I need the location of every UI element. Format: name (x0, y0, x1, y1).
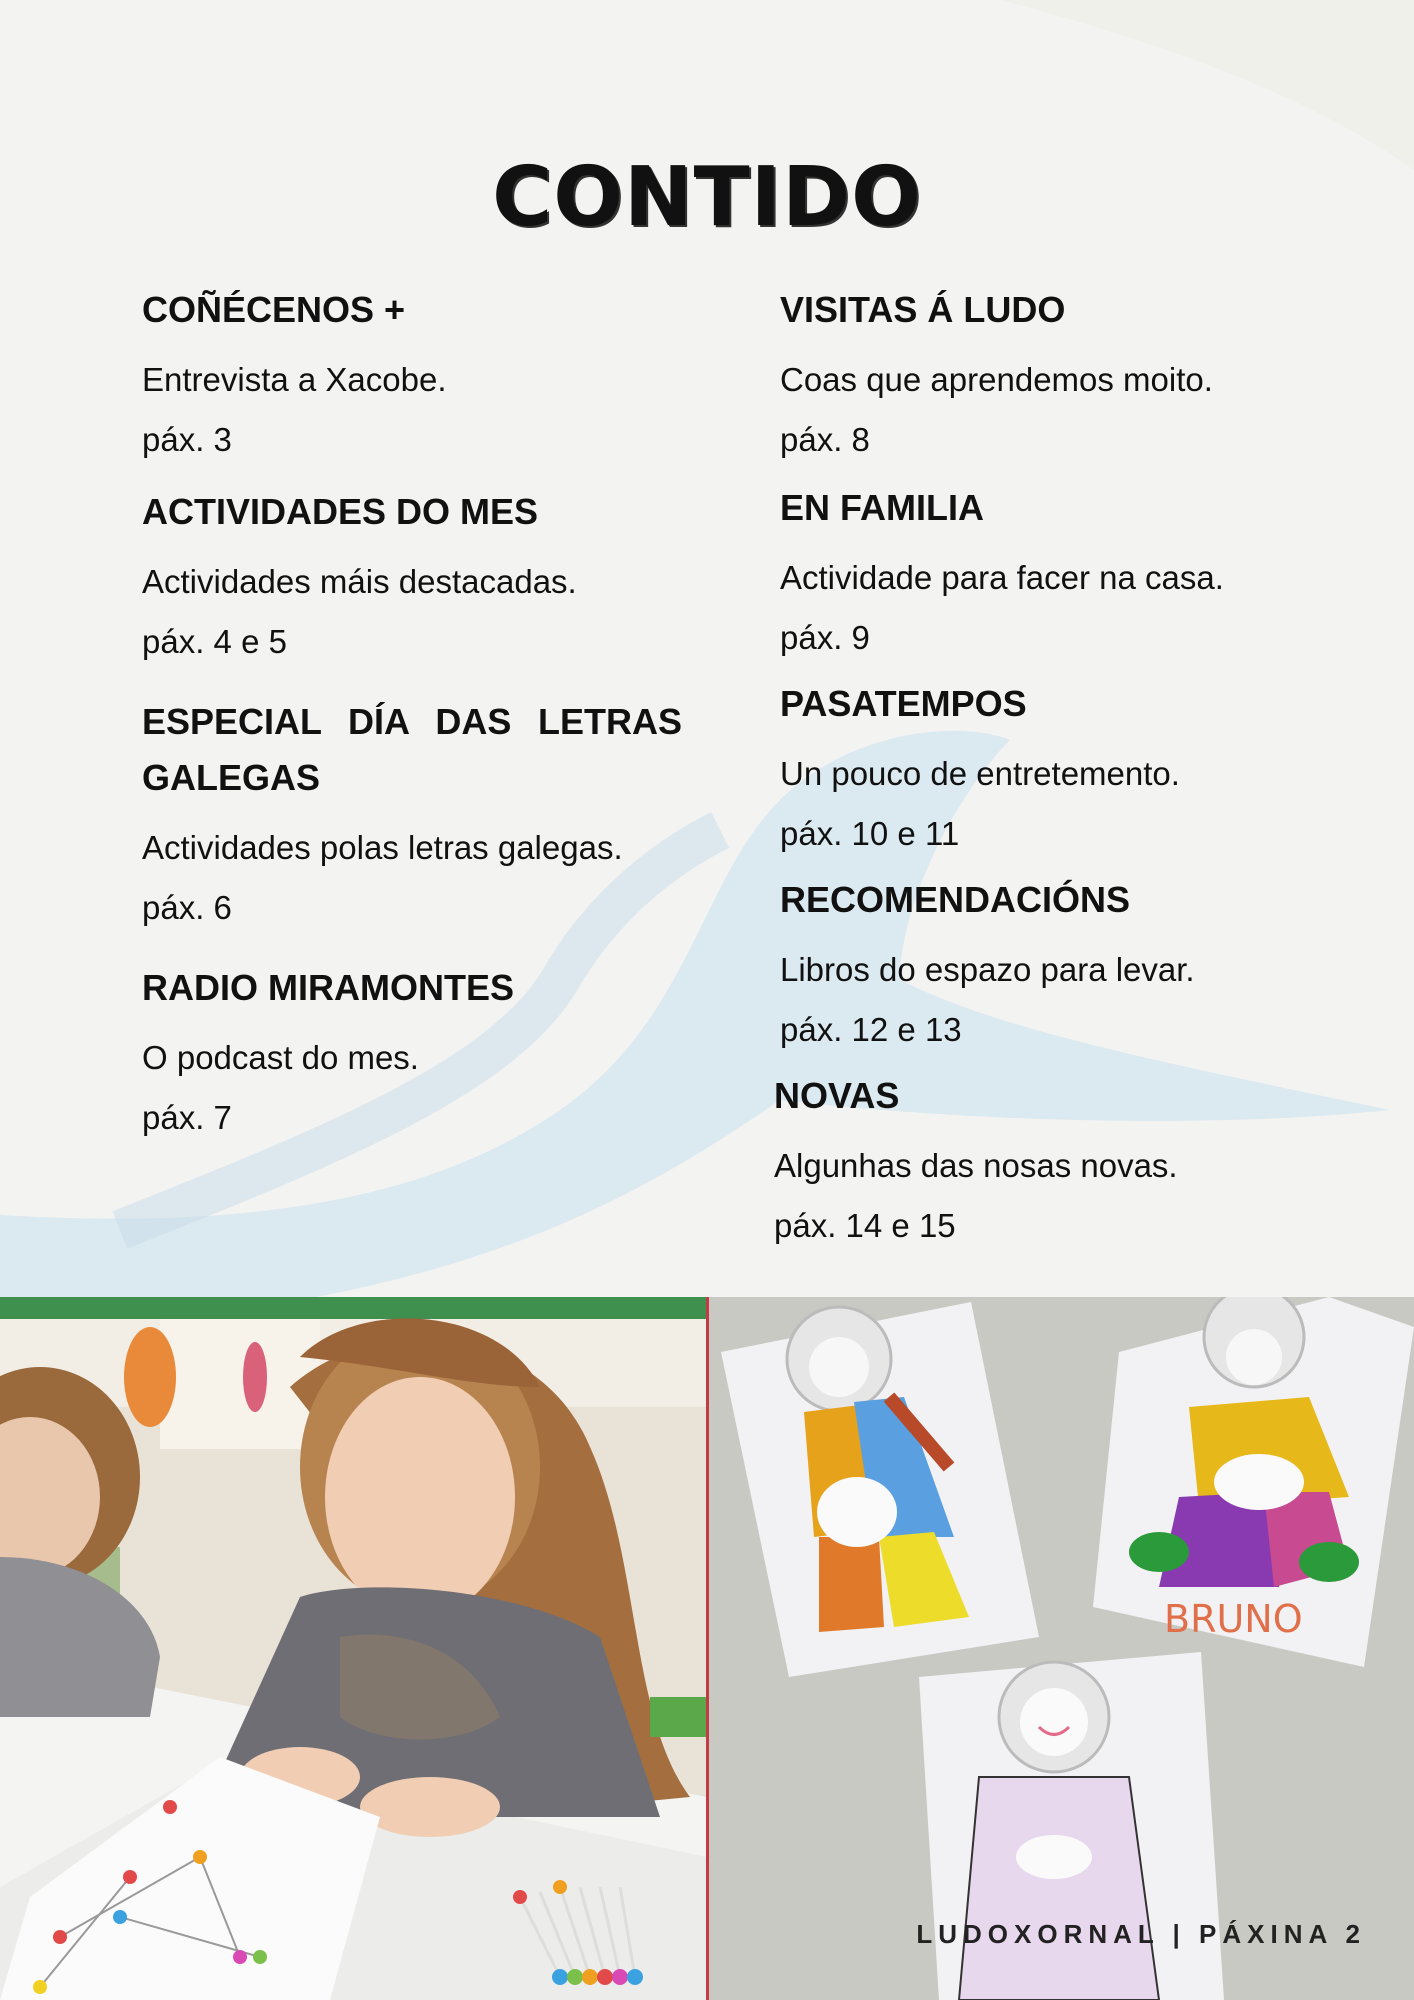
contents-entry (142, 282, 682, 470)
page-reference: páx. 9 (780, 619, 870, 656)
contents-right-column (774, 282, 1340, 1290)
photo-children-crafting (0, 1297, 707, 2000)
footer-page-label: LUDOXORNAL | PÁXINA 2 (916, 1919, 1366, 1949)
page-reference: páx. 12 e 13 (780, 1011, 962, 1048)
section-description: Actividades máis destacadas. (142, 563, 577, 600)
section-heading: ESPECIAL DÍA DAS LETRAS GALEGAS (142, 701, 682, 798)
section-heading: RADIO MIRAMONTES (142, 967, 514, 1008)
contents-entry (142, 694, 682, 938)
page-reference: páx. 4 e 5 (142, 623, 287, 660)
child-name-drawing: BRUNO (1164, 1597, 1303, 1641)
contents-left-column (142, 282, 682, 1182)
contents-entry (774, 1068, 1340, 1256)
section-heading: RECOMENDACIÓNS (780, 879, 1131, 920)
photo-paper-figures (709, 1297, 1414, 2000)
contents-entry (780, 282, 1340, 470)
section-heading: EN FAMILIA (780, 487, 984, 528)
section-description: Coas que aprendemos moito. (780, 361, 1213, 398)
contents-entry (780, 872, 1340, 1060)
contents-entry (780, 676, 1340, 864)
section-heading: ACTIVIDADES DO MES (142, 491, 539, 532)
section-description: Actividades polas letras galegas. (142, 829, 623, 866)
section-description: Un pouco de entretemento. (780, 755, 1180, 792)
section-heading: VISITAS Á LUDO (780, 289, 1066, 330)
section-description: Algunhas das nosas novas. (774, 1147, 1178, 1184)
photo-strip (0, 1297, 1414, 2000)
section-heading: NOVAS (774, 1075, 900, 1116)
section-description: O podcast do mes. (142, 1039, 419, 1076)
section-description: Libros do espazo para levar. (780, 951, 1195, 988)
contents-entry (142, 484, 682, 672)
section-heading: COÑÉCENOS + (142, 289, 406, 330)
contents-entry (780, 480, 1340, 668)
section-heading: PASATEMPOS (780, 683, 1027, 724)
page-reference: páx. 7 (142, 1099, 232, 1136)
page-reference: páx. 14 e 15 (774, 1207, 956, 1244)
section-description: Entrevista a Xacobe. (142, 361, 447, 398)
page-reference: páx. 8 (780, 421, 870, 458)
section-description: Actividade para facer na casa. (780, 559, 1224, 596)
contents-entry (142, 960, 682, 1148)
page-reference: páx. 6 (142, 889, 232, 926)
page-title: CONTIDO (492, 150, 922, 245)
page-reference: páx. 3 (142, 421, 232, 458)
page-reference: páx. 10 e 11 (780, 815, 960, 852)
